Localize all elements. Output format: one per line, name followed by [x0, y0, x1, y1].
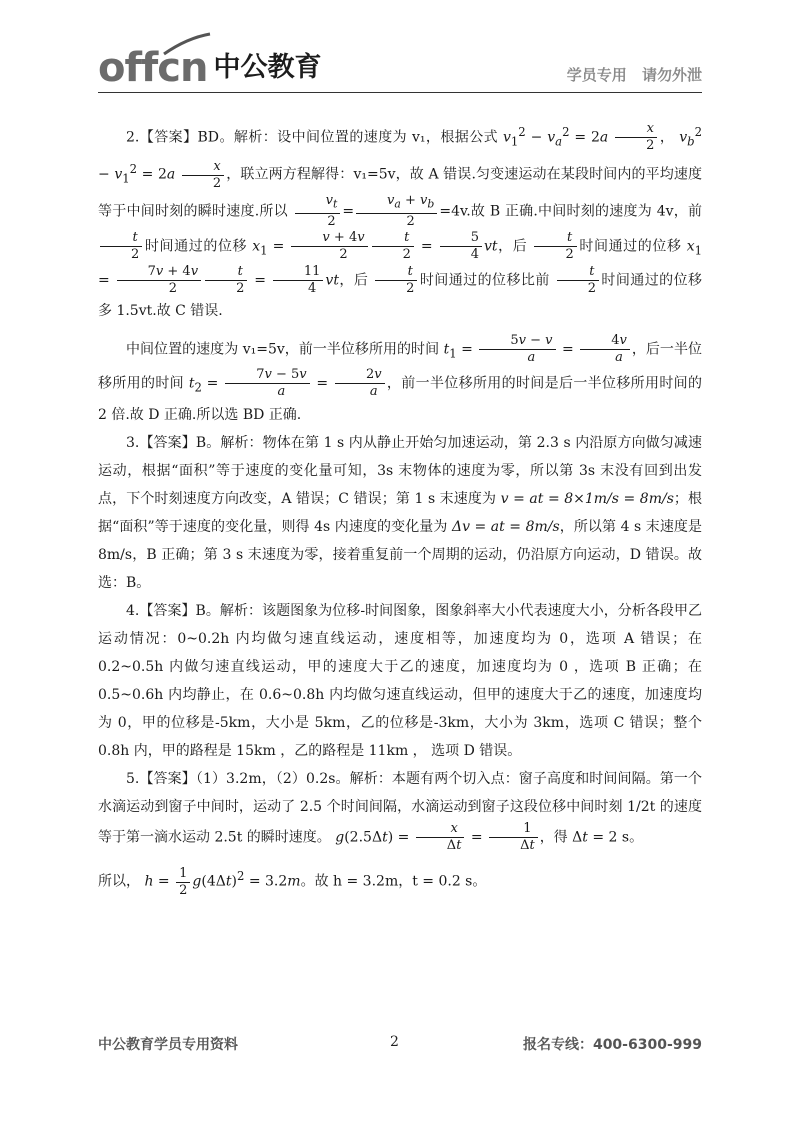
q3-text: ；根据“面积”等于速度的变化量，则得 4s 内速度的变化量为	[98, 491, 702, 536]
formula-fraction: $\frac{t}{2}$	[205, 264, 247, 297]
formula-fraction: $\frac{x}{2}$	[615, 121, 657, 154]
formula-fraction: $\frac{x}{\Delta t}$	[416, 821, 465, 854]
formula-fraction: $\frac{v + 4v}{2}$	[291, 230, 367, 263]
answer-content	[98, 118, 702, 899]
formula-fraction: $\frac{7v + 4v}{2}$	[117, 264, 201, 297]
logo-swoosh-icon	[162, 32, 212, 56]
formula-fraction: $\frac{7v - 5v}{a}$	[225, 367, 309, 400]
q4-text: 4.【答案】B。解析：该题图象为位移-时间图象，图象斜率大小代表速度大小，分析各段甲乙运动情况：0~0.2h 内均做匀速直线运动，速度相等，加速度均为 0，选项 A 错误；在 0.2~0.5h 内做匀速直线运动，甲的速度大于乙的速度，加速度均为 0 ，选项 B 正确；在 0.5~0.6h 内均静止，在 0.6~0.8h 内均做匀速直线运动，但甲的速度大于乙的速度，加速度均为 0，甲的位移是-5km，大小是 5km，乙的位移是-3km，大小为 3km，选项 C 错误；整个 0.8h 内，甲的路程是 15km ，乙的路程是 11km ， 选项 D 错误。	[98, 603, 702, 760]
page-footer	[98, 1034, 702, 1058]
formula-fraction: $\frac{v_a + v_b}{2}$	[356, 193, 437, 230]
formula-fraction: $\frac{5}{4}$	[440, 230, 482, 263]
logo-text-en: offcn	[98, 45, 208, 91]
formula-fraction: $\frac{t}{2}$	[375, 264, 417, 297]
q2-text: 时间通过的位移多 1.5vt.故 C 错误.	[98, 272, 703, 319]
formula-fraction: $\frac{x}{2}$	[182, 159, 224, 192]
q2-text: 2.【答案】BD。解析：设中间位置的速度为 v₁，根据公式	[126, 129, 499, 146]
q3-text: ，所以第 4 s 末速度是 8m/s，B 正确；第 3 s 末速度为零，接着重复前一个周期的运动，仍沿原方向运动，D 错误。故选：B。	[98, 519, 702, 592]
q5-text: ，得	[539, 829, 568, 846]
q3-formula: v = at = 8×1m/s = 8m/s	[500, 491, 674, 508]
q2-text: ，联立两方程解得：v₁=5v，故 A 错误.匀变速运动在某段时间内的平均速度等于中间时刻的瞬时速度.所以	[98, 167, 703, 220]
q2-text: ，后一半位移所用的时间	[98, 341, 702, 392]
q2-text: ，	[659, 129, 675, 146]
q3-text: 3.【答案】B。解析：物体在第 1 s 内从静止开始匀加速运动，第 2.3 s 内沿原方向做匀减速运动，根据“面积”等于速度的变化量可知，3s 末物体的速度为零，所以第 3s 末没有回到出发点，下个时刻速度方向改变，A 错误；C 错误；第 1 s 末速度为	[98, 435, 702, 508]
q2-text: =4v.故 B 正确.中间时刻的速度为 4v，前	[439, 203, 702, 220]
offcn-logo	[98, 42, 322, 91]
formula-fraction: $\frac{1}{2}$	[176, 866, 190, 899]
q3-paragraph	[98, 429, 702, 597]
formula-fraction: $\frac{v_t}{2}$	[295, 193, 341, 230]
q4-paragraph	[98, 597, 702, 765]
q5-text: 所以，	[98, 874, 140, 891]
q5-text: 5.【答案】（1）3.2m，（2）0.2s。解析：本题有两个切入点：窗子高度和时间间隔。第一个水滴运动到窗子中间时，运动了 2.5 个时间间隔，水滴运动到窗子这段位移中间时刻 1/2t 的速度等于第一滴水运动 2.5t 的瞬时速度。	[98, 771, 702, 846]
header-tagline: 学员专用 请勿外泄	[566, 66, 702, 84]
q2-text: ，后	[497, 238, 528, 254]
formula-fraction: $\frac{t}{2}$	[557, 264, 599, 297]
formula-fraction: $\frac{t}{2}$	[100, 230, 142, 263]
q5-paragraph: 5.【答案】（1）3.2m，（2）0.2s。解析：本题有两个切入点：窗子高度和时间间隔。第一个水滴运动到窗子中间时，运动了 2.5 个时间间隔，水滴运动到窗子这段位移中间时刻 1/2t 的速度等于第一滴水运动 2.5t 的瞬时速度。 g(2.5Δt) = $\frac{x}{\Delta t}$ = $\frac{1}{\Delta t}$ ，得 Δt = 2 s。	[98, 771, 702, 854]
q5-text: 。故 h = 3.2m，t = 0.2 s。	[300, 874, 487, 891]
q3-formula: Δv = at = 8m/s	[451, 519, 560, 536]
formula-fraction: $\frac{t}{2}$	[372, 230, 414, 263]
q2-text: 时间通过的位移比前	[419, 272, 550, 289]
q2-text: 时间通过的位移	[578, 238, 682, 254]
formula-fraction: $\frac{11}{4}$	[273, 264, 324, 297]
footer-left: 中公教育学员专用资料	[98, 1037, 238, 1053]
q5-paragraph-2: 所以， h = $\frac{1}{2}$ $g(4\Delta t)^2 = 3.2m$。故 h = 3.2m，t = 0.2 s。	[98, 865, 487, 898]
logo-text-cn: 中公教育	[213, 52, 322, 83]
q2-text: 时间通过的位移	[144, 238, 248, 254]
q2-paragraph-2: 中间位置的速度为 v₁=5v，前一半位移所用的时间 $t_1$ = $\frac{5v - v}{a}$ = $\frac{4v}{a}$ ，后一半位移所用的时间 $t_2$ = $\frac{7v - 5v}{a}$ = $\frac{2v}{a}$ ，前一半位移所用的时间是后一半位移所用时间的 2 倍.故 D 正确.所以选 BD 正确.	[98, 332, 703, 424]
footer-hotline: 报名专线：400-6300-999	[522, 1037, 702, 1053]
q2-text: ，前一半位移所用的时间是后一半位移所用时间的 2 倍.故 D 正确.所以选 BD 正确.	[98, 375, 703, 424]
header-divider	[98, 92, 702, 93]
formula-fraction: $\frac{5v - v}{a}$	[479, 333, 555, 366]
page-number: 2	[390, 1034, 399, 1050]
q5-text: s。	[621, 829, 644, 846]
formula-fraction: $\frac{1}{\Delta t}$	[489, 821, 538, 854]
q2-text: 中间位置的速度为 v₁=5v，前一半位移所用的时间	[126, 341, 440, 358]
q2-text: ，后	[338, 272, 369, 289]
formula-fraction: $\frac{t}{2}$	[534, 230, 576, 263]
q2-paragraph-1: 2.【答案】BD。解析：设中间位置的速度为 v₁，根据公式 $v_1^2 - v_a^2 = 2a$ $\frac{x}{2}$ ， $v_b^2 - v_1^2 = 2a$ $\frac{x}{2}$ ，联立两方程解得：v₁=5v，故 A 错误.匀变速运动在某段时间内的平均速度等于中间时刻的瞬时速度.所以 $\frac{v_t}{2}$ = $\frac{v_a + v_b}{2}$ =4v.故 B 正确.中间时刻的速度为 4v，前 $\frac{t}{2}$ 时间通过的位移 $x_1$ = $\frac{v + 4v}{2}$ $\frac{t}{2}$ = $\frac{5}{4}$ vt，后 $\frac{t}{2}$ 时间通过的位移 $x_1$ = $\frac{7v + 4v}{2}$ $\frac{t}{2}$ = $\frac{11}{4}$ vt，后 $\frac{t}{2}$ 时间通过的位移比前 $\frac{t}{2}$ 时间通过的位移多 1.5vt.故 C 错误.	[98, 121, 703, 319]
page-header	[98, 38, 702, 90]
formula-fraction: $\frac{4v}{a}$	[580, 333, 630, 366]
formula-fraction: $\frac{2v}{a}$	[335, 367, 385, 400]
